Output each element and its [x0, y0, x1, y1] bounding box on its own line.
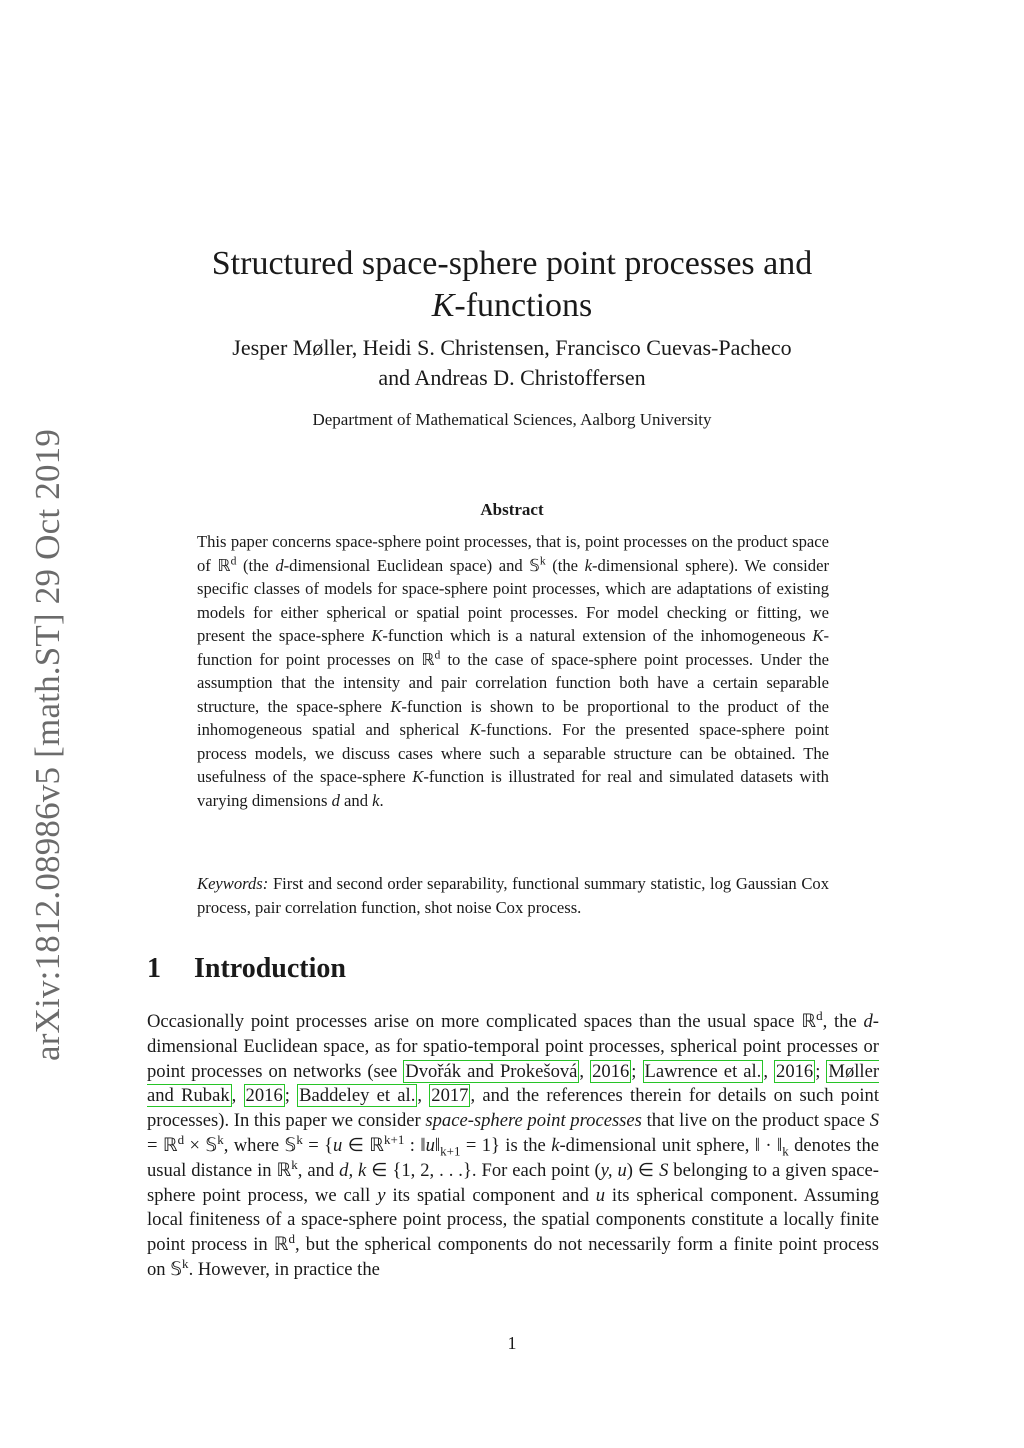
- citation-link[interactable]: 2017: [431, 1085, 469, 1107]
- title-line-2: -functions: [454, 286, 593, 324]
- authors-line-1: Jesper Møller, Heidi S. Christensen, Francisco Cuevas-Pacheco: [232, 335, 792, 360]
- section-title: Introduction: [194, 953, 346, 984]
- keywords: [197, 872, 829, 919]
- section-number: 1: [147, 953, 161, 984]
- citation-link[interactable]: 2016: [245, 1085, 283, 1107]
- abstract-heading: Abstract: [480, 500, 544, 519]
- citation-link[interactable]: 2016: [776, 1060, 814, 1082]
- title-k-variable: K: [431, 286, 455, 324]
- citation-link[interactable]: Møller and Rubak: [147, 1060, 880, 1107]
- author-list: [0, 333, 1024, 393]
- title-line-1: Structured space-sphere point processes and: [211, 244, 813, 282]
- affiliation: Department of Mathematical Sciences, Aalborg University: [312, 410, 712, 429]
- keywords-text: First and second order separability, functional summary statistic, log Gaussian Cox process, pair correlation function, shot noise Cox process.: [197, 874, 829, 917]
- page-number: 1: [507, 1333, 517, 1353]
- citation-link[interactable]: Lawrence et al.: [644, 1060, 762, 1082]
- abstract-text: This paper concerns space-sphere point processes, that is, point processes on the product space of ℝ$^d$ (the d-dimensional Euclidean space) and 𝕊$^k$ (the k-dimensional sphere). We consider specific classes of models for space-sphere point processes, which are adaptations of existing models for either spherical or spatial point processes. For model checking or fitting, we present the space-sphere K-function which is a natural extension of the inhomogeneous K-function for point processes on ℝ$^d$ to the case of space-sphere point processes. Under the assumption that the intensity and pair correlation function both have a certain separable structure, the space-sphere K-function is shown to be proportional to the product of the inhomogeneous spatial and spherical K-functions. For the presented space-sphere point process models, we discuss cases where such a separable structure can be obtained. The usefulness of the space-sphere K-function is illustrated for real and simulated datasets with varying dimensions d and k.: [197, 532, 830, 810]
- introduction-paragraph: Occasionally point processes arise on more complicated spaces than the usual space ℝ$^d$, the d-dimensional Euclidean space, as for spatio-temporal point processes, spherical point processes or point processes on networks (see Dvořák and Prokešová , 2016 ; Lawrence et al. , 2016 ; Møller and Rubak , 2016 ; Baddeley et al. , 2017 , and the references therein for details on such point processes). In this paper we consider space-sphere point processes that live on the product space S = ℝ$^d$ × 𝕊$^k$, where 𝕊$^k$ = {u ∈ ℝ$^{k+1}$ : $‖u‖_{k+1} = 1$} is the k-dimensional unit sphere, ‖ · $‖_k$ denotes the usual distance in ℝ$^k$, and d, k ∈ {1, 2, . . .}. For each point (y, u) ∈ S belonging to a given space-sphere point process, we call y its spatial component and u its spherical component. Assuming local finiteness of a space-sphere point process, the spatial components constitute a locally finite point process in ℝ$^d$, but the spherical components do not necessarily form a finite point process on 𝕊$^k$. However, in practice the: [147, 1007, 880, 1280]
- authors-line-2: and Andreas D. Christoffersen: [378, 365, 646, 390]
- arxiv-stamp: arXiv:1812.08986v5 [math.ST] 29 Oct 2019: [28, 428, 67, 1062]
- citation-link[interactable]: Dvořák and Prokešová: [405, 1060, 578, 1082]
- citation-link[interactable]: 2016: [592, 1060, 630, 1082]
- citation-link[interactable]: Baddeley et al.: [299, 1085, 416, 1107]
- paper-title: [0, 243, 1024, 327]
- keywords-label: Keywords:: [197, 874, 269, 893]
- section-heading: [147, 953, 346, 985]
